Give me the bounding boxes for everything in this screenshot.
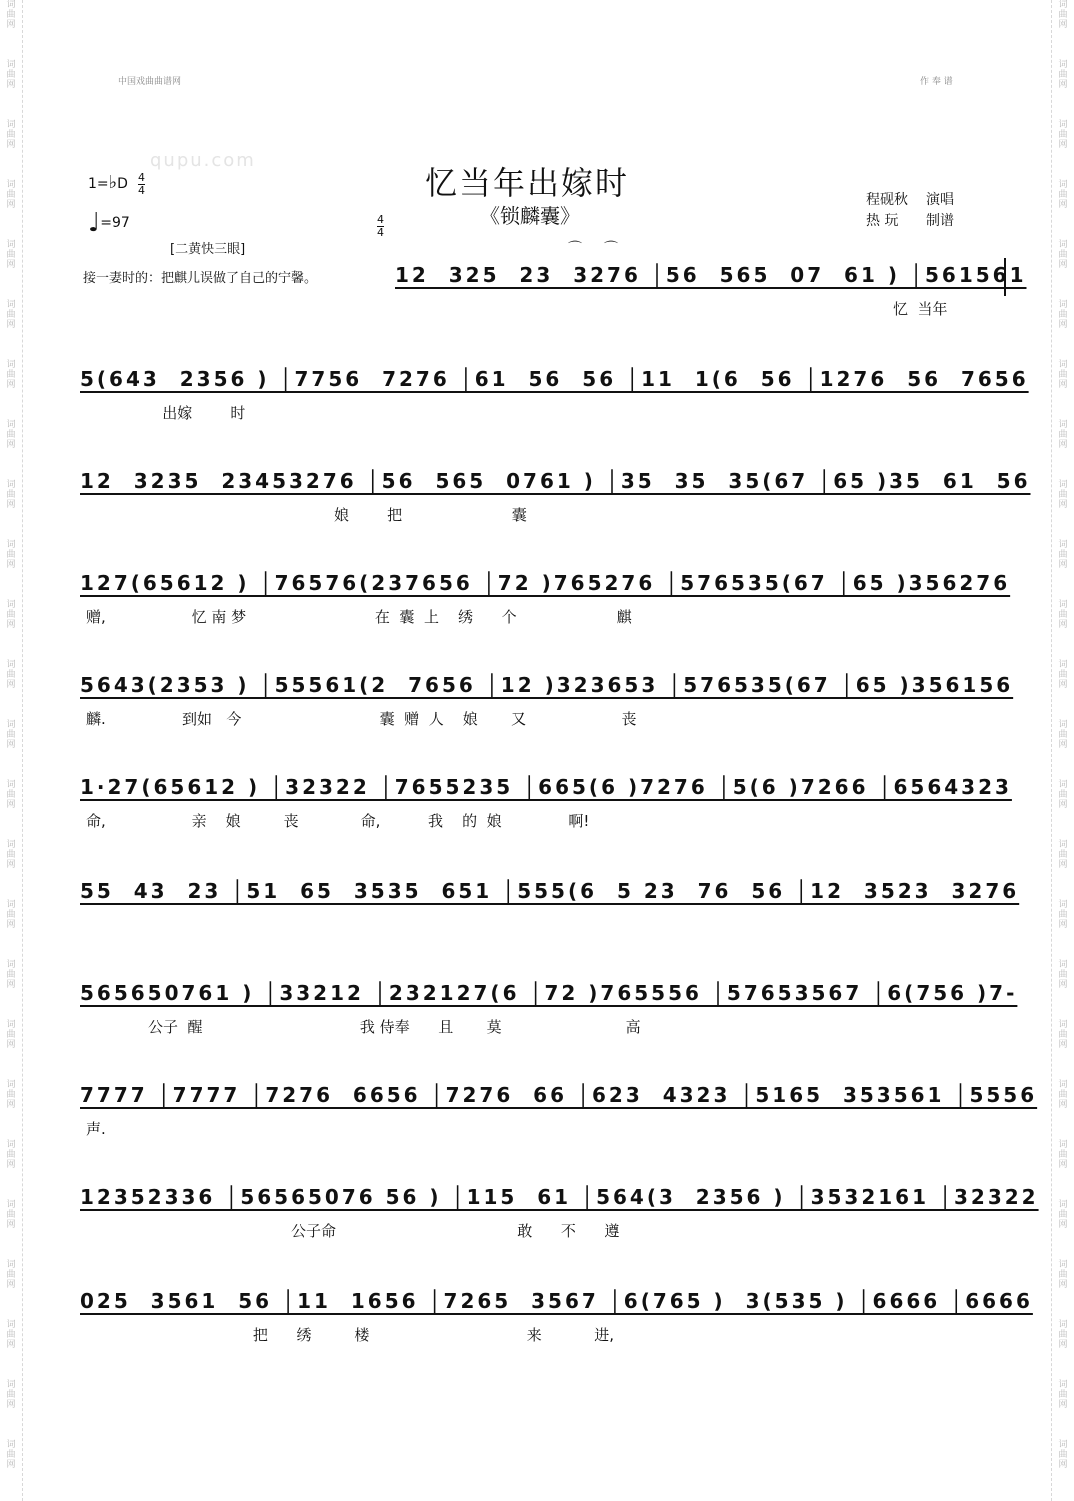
score-row-8 — [80, 976, 1018, 1036]
credit-transcriber: 热 玩 制谱 — [866, 213, 954, 229]
header-right-text: 作 奉 谱 — [920, 77, 953, 87]
lyrics-line: 命, 亲 娘 丧 命, 我 的 娘 啊! — [86, 812, 590, 830]
notation-line: 025 3561 56 │11 1656 │7265 3567 │6(765 ) 3(535 ) │6666 │6666 — [80, 1289, 1033, 1313]
score-row-1 — [383, 258, 1027, 318]
notation-line: 565650761 ) │33212 │232127(6 │72 )765556 │57653567 │6(756 )7- — [80, 981, 1018, 1005]
notation-line: 1·27(65612 ) │32322 │7655235 │665(6 )7276 │5(6 )7266 │6564323 — [80, 775, 1012, 799]
right-border-line — [1051, 0, 1052, 1501]
header-site-name: 中国戏曲曲谱网 — [118, 77, 182, 87]
opera-title: 《锁麟囊》 — [480, 204, 580, 228]
score-row-11 — [80, 1284, 1033, 1344]
notation-line: 55 43 23 │51 65 3535 651 │555(6 5 23 76 56 │12 3523 3276 — [80, 879, 1020, 903]
left-border-line — [22, 0, 23, 1501]
slur-arc-icon: ⌒ — [568, 241, 582, 257]
notation-line: 12 3235 23453276 │56 565 0761 ) │35 35 35(67 │65 )35 61 56 — [80, 469, 1031, 493]
notation-line: 5643(2353 ) │55561(2 7656 │12 )323653 │576535(67 │65 )356156 — [80, 673, 1014, 697]
notation-line: 5(643 2356 ) │7756 7276 │61 56 56 │11 1(6 56 │1276 56 7656 — [80, 367, 1029, 391]
credits — [866, 190, 986, 232]
quarter-note-icon: ♩ — [88, 208, 101, 238]
notation-line: 12 325 23 3276 │56 565 07 61 ) │561561 — [395, 263, 1027, 287]
score-row-7 — [80, 874, 1020, 934]
lyrics-line: 麟. 到如 今 囊 赠 人 娘 又 丧 — [86, 710, 637, 728]
slur-arc-icon: ⌒ — [604, 241, 618, 257]
right-watermark-strip: 词 曲 网 词 曲 网 词 曲 网 词 曲 网 词 曲 网 词 曲 网 词 曲 网 词 曲 网 词 曲 网 词 曲 网 词 曲 网 词 曲 网 词 曲 网 词 曲 网 词 曲 网 词 曲 网 词 曲 网 词 曲 网 词 曲 网 词 曲 网 词 曲 网 词 曲 网 词 曲 网 词 曲 网 词 曲 网 — [1058, 0, 1068, 1470]
lyrics-line: 赠, 忆 南 梦 在 囊 上 绣 个 麒 — [86, 608, 632, 626]
score-row-6 — [80, 770, 1012, 830]
notation-line: 12352336 │56565076 56 ) │115 61 │564(3 2356 ) │3532161 │32322 — [80, 1185, 1039, 1209]
lyrics-line: 公子命 敢 不 遵 — [86, 1222, 620, 1240]
notation-line: 7777 │7777 │7276 6656 │7276 66 │623 4323 │5165 353561 │5556 — [80, 1083, 1038, 1107]
banqiang-label: [二黄快三眼] — [170, 242, 246, 257]
notation-line: 127(65612 ) │76576(237656 │72 )765276 │576535(67 │65 )356276 — [80, 571, 1011, 595]
score-row-3 — [80, 464, 1031, 524]
barline — [1004, 258, 1006, 296]
lyrics-line: 忆 当年 — [893, 300, 948, 318]
time-signature: 4 4 — [138, 171, 145, 197]
lyrics-line: 声. — [86, 1120, 106, 1138]
song-title: 忆当年出嫁时 — [425, 164, 630, 202]
lyrics-line: 娘 把 囊 — [86, 506, 527, 524]
tempo-marking: ♩=97 — [88, 208, 130, 238]
lyrics-line: 把 绣 楼 来 进, — [86, 1326, 614, 1344]
credit-singer: 程砚秋 演唱 — [866, 192, 954, 208]
lyrics-line: 出嫁 时 — [86, 404, 246, 422]
score-row-9 — [80, 1078, 1038, 1138]
time-signature-2: 4 4 — [377, 213, 384, 239]
intro-text: 接一妻时的：把麒儿误做了自己的宁馨。 — [83, 271, 318, 286]
lyrics-line: 公子 醒 我 侍奉 且 莫 高 — [86, 1018, 641, 1036]
score-row-5 — [80, 668, 1014, 728]
key-signature: 1=♭D — [88, 172, 128, 193]
watermark: qupu.com — [150, 150, 256, 171]
left-watermark-strip: 词 曲 网 词 曲 网 词 曲 网 词 曲 网 词 曲 网 词 曲 网 词 曲 网 词 曲 网 词 曲 网 词 曲 网 词 曲 网 词 曲 网 词 曲 网 词 曲 网 词 曲 网 词 曲 网 词 曲 网 词 曲 网 词 曲 网 词 曲 网 词 曲 网 词 曲 网 词 曲 网 词 曲 网 词 曲 网 — [6, 0, 16, 1470]
score-row-4 — [80, 566, 1011, 626]
score-row-10 — [80, 1180, 1039, 1240]
flat-icon: ♭ — [108, 172, 118, 193]
score-row-2 — [80, 362, 1029, 422]
